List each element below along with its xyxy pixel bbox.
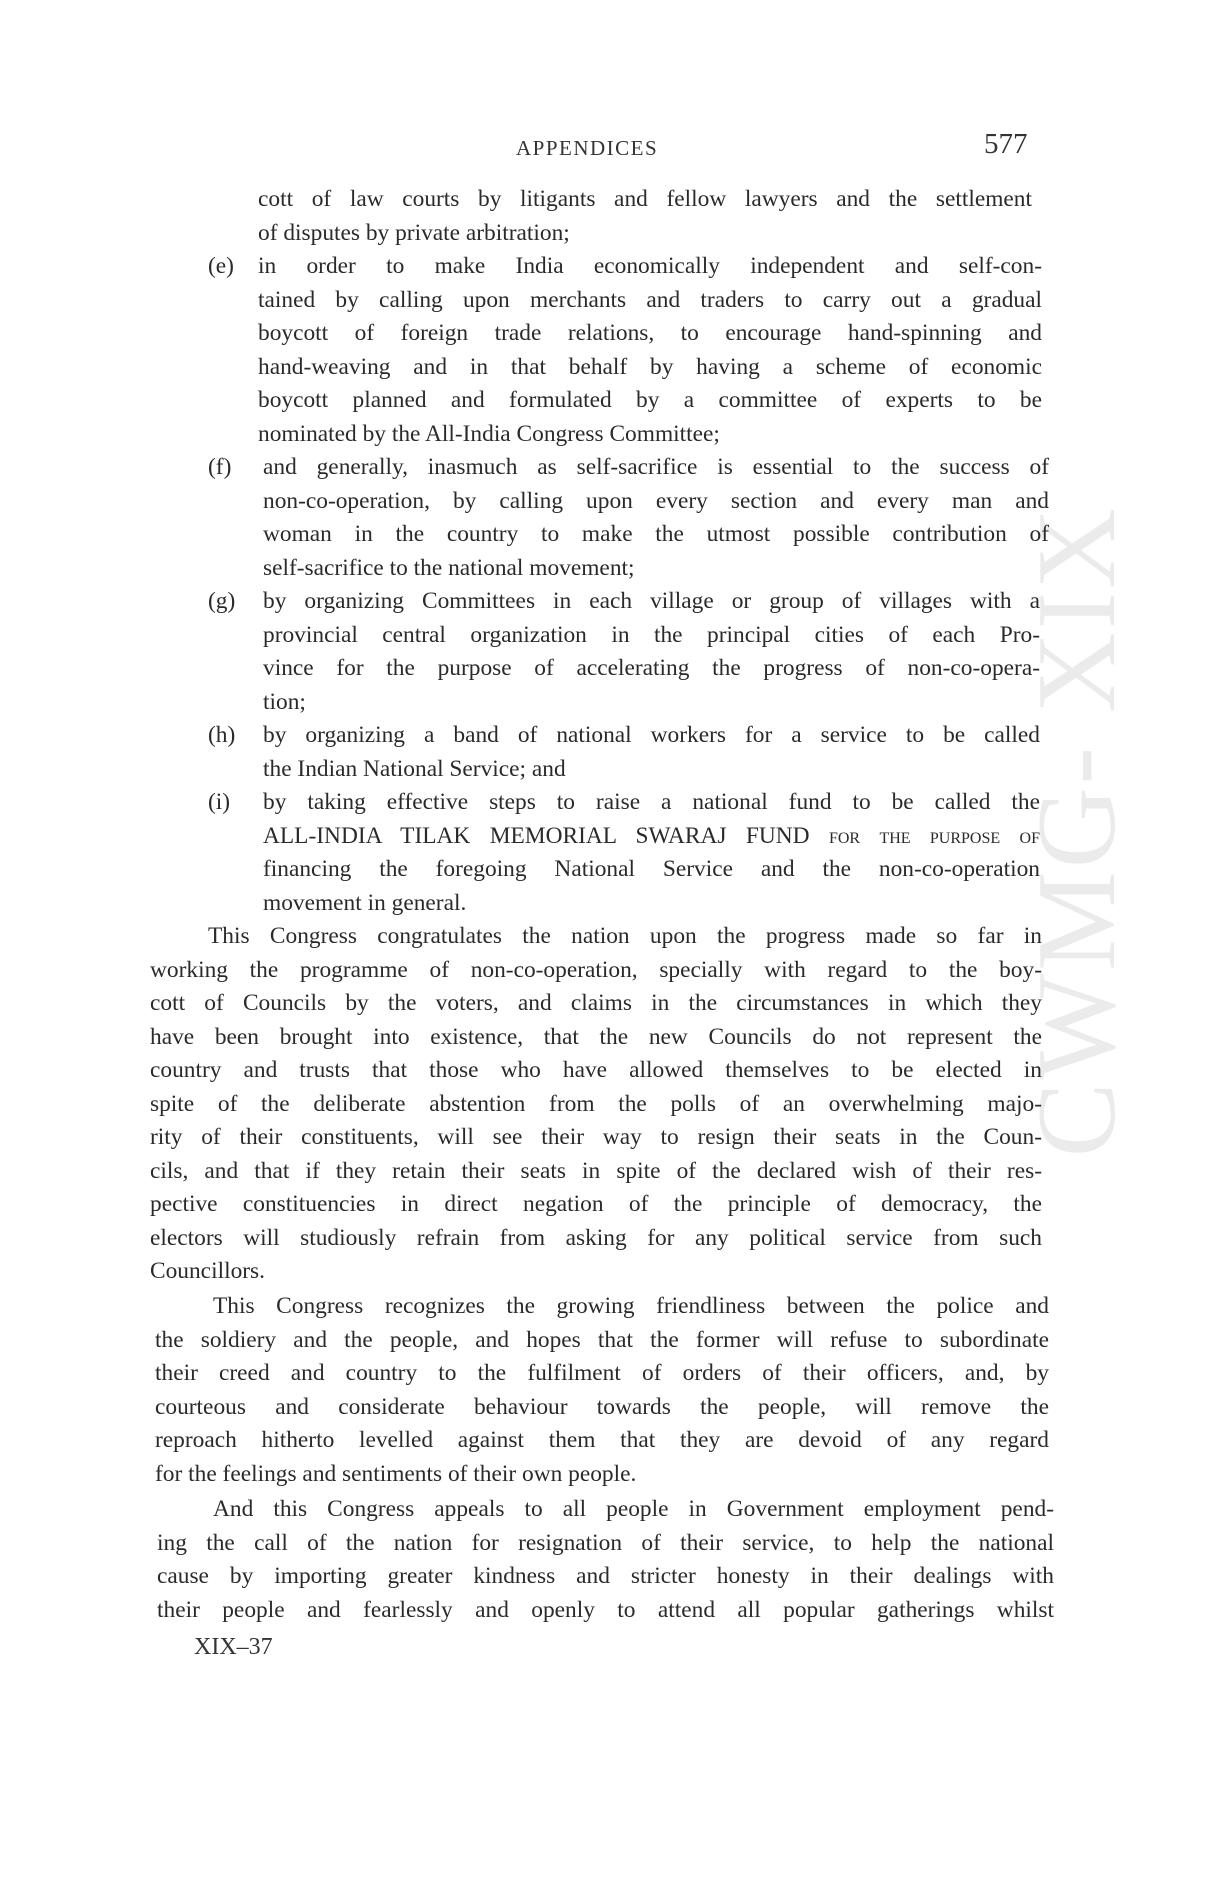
text-line: of disputes by private arbitration;	[258, 219, 570, 246]
text-line: by organizing Committees in each village or group of villages with a	[263, 588, 1040, 614]
text-line: spite of the deliberate abstention from the polls of an overwhelming majo-	[150, 1090, 1042, 1117]
text-line: cott of law courts by litigants and fellow lawyers and the settlement	[258, 186, 1032, 212]
text-line: hand-weaving and in that behalf by having a scheme of economic	[258, 353, 1042, 380]
text-line: tained by calling upon merchants and traders to carry out a gradual	[258, 286, 1042, 313]
text-line: electors will studiously refrain from asking for any political service from such	[150, 1224, 1042, 1251]
item-text	[263, 451, 1049, 585]
text-line: This Congress recognizes the growing friendliness between the police and	[213, 1293, 1049, 1319]
paragraph-government-employees	[157, 1493, 1054, 1627]
continuation-text	[258, 183, 1032, 250]
text-line: non-co-operation, by calling upon every section and every man and	[263, 487, 1049, 514]
item-label: (f)	[208, 454, 232, 480]
text-line: woman in the country to make the utmost possible contribution of	[263, 521, 1049, 547]
text-line: reproach hitherto levelled against them that they are devoid of any regard	[155, 1427, 1049, 1453]
text-line: the soldiery and the people, and hopes that the former will refuse to subordinate	[155, 1326, 1049, 1353]
text-line: the Indian National Service; and	[263, 755, 566, 782]
text-line: provincial central organization in the principal cities of each Pro-	[263, 621, 1040, 648]
text-line: nominated by the All-India Congress Committee;	[258, 420, 720, 447]
paragraph-police	[155, 1290, 1049, 1491]
list-item-e	[208, 250, 1042, 455]
item-label: (e)	[208, 253, 234, 279]
text-line: And this Congress appeals to all people in Government employment pend-	[213, 1496, 1054, 1522]
watermark	[1015, 505, 1139, 1385]
text-line: movement in general.	[263, 889, 467, 916]
text-line: rity of their constituents, will see their way to resign their seats in the Coun-	[150, 1124, 1042, 1150]
text-line: boycott planned and formulated by a committee of experts to be	[258, 387, 1042, 413]
running-head: APPENDICES	[516, 136, 659, 160]
text-line: tion;	[263, 688, 306, 715]
signature-mark: XIX–37	[194, 1634, 273, 1660]
text-line: cause by importing greater kindness and stricter honesty in their dealings with	[157, 1563, 1054, 1589]
item-label: (h)	[208, 722, 236, 748]
text-line: cils, and that if they retain their seats in spite of the declared wish of their res-	[150, 1157, 1042, 1184]
item-label: (i)	[208, 789, 231, 815]
text-line: cott of Councils by the voters, and claims in the circumstances in which they	[150, 990, 1042, 1016]
text-line: working the programme of non-co-operation, specially with regard to the boy-	[150, 956, 1042, 983]
text-line: vince for the purpose of accelerating the progress of non-co-opera-	[263, 655, 1040, 681]
list-item-i	[208, 786, 1044, 926]
text-line: for the feelings and sentiments of their own people.	[155, 1460, 637, 1487]
text-line: country and trusts that those who have allowed themselves to be elected in	[150, 1057, 1042, 1083]
text-line: pective constituencies in direct negation of the principle of democracy, the	[150, 1191, 1042, 1217]
text-line: This Congress congratulates the nation upon the progress made so far in	[208, 923, 1042, 949]
text-line: Councillors.	[150, 1258, 266, 1284]
text-line: their people and fearlessly and openly to attend all popular gatherings whilst	[157, 1596, 1054, 1623]
text-line: by organizing a band of national workers for a service to be called	[263, 722, 1040, 748]
item-label: (g)	[208, 588, 236, 614]
item-text	[263, 585, 1040, 719]
text-line: financing the foregoing National Service and the non-co-operation	[263, 856, 1040, 882]
item-text	[263, 786, 1040, 920]
item-text	[258, 250, 1042, 451]
list-item-h	[208, 719, 1044, 791]
text-line: by taking effective steps to raise a national fund to be called the	[263, 789, 1040, 815]
item-text	[263, 719, 1040, 786]
watermark-text: CWMG- XIX	[1015, 505, 1139, 1158]
text-line: ALL-INDIA TILAK MEMORIAL SWARAJ FUND for the purpose of	[263, 822, 1040, 849]
paragraph-councils	[150, 920, 1042, 1289]
text-line: boycott of foreign trade relations, to encourage hand-spinning and	[258, 320, 1042, 346]
text-line: in order to make India economically independent and self-con-	[258, 253, 1042, 279]
page-number: 577	[984, 128, 1028, 160]
text-line: have been brought into existence, that the new Councils do not represent the	[150, 1023, 1042, 1050]
text-line: ing the call of the nation for resignation of their service, to help the national	[157, 1529, 1054, 1556]
text-line: self-sacrifice to the national movement;	[263, 554, 635, 581]
text-line: their creed and country to the fulfilment of orders of their officers, and, by	[155, 1360, 1049, 1386]
list-item-g	[208, 585, 1044, 725]
text-line: courteous and considerate behaviour towards the people, will remove the	[155, 1393, 1049, 1420]
text-line: and generally, inasmuch as self-sacrifice is essential to the success of	[263, 454, 1049, 480]
list-item-f	[208, 451, 1049, 591]
